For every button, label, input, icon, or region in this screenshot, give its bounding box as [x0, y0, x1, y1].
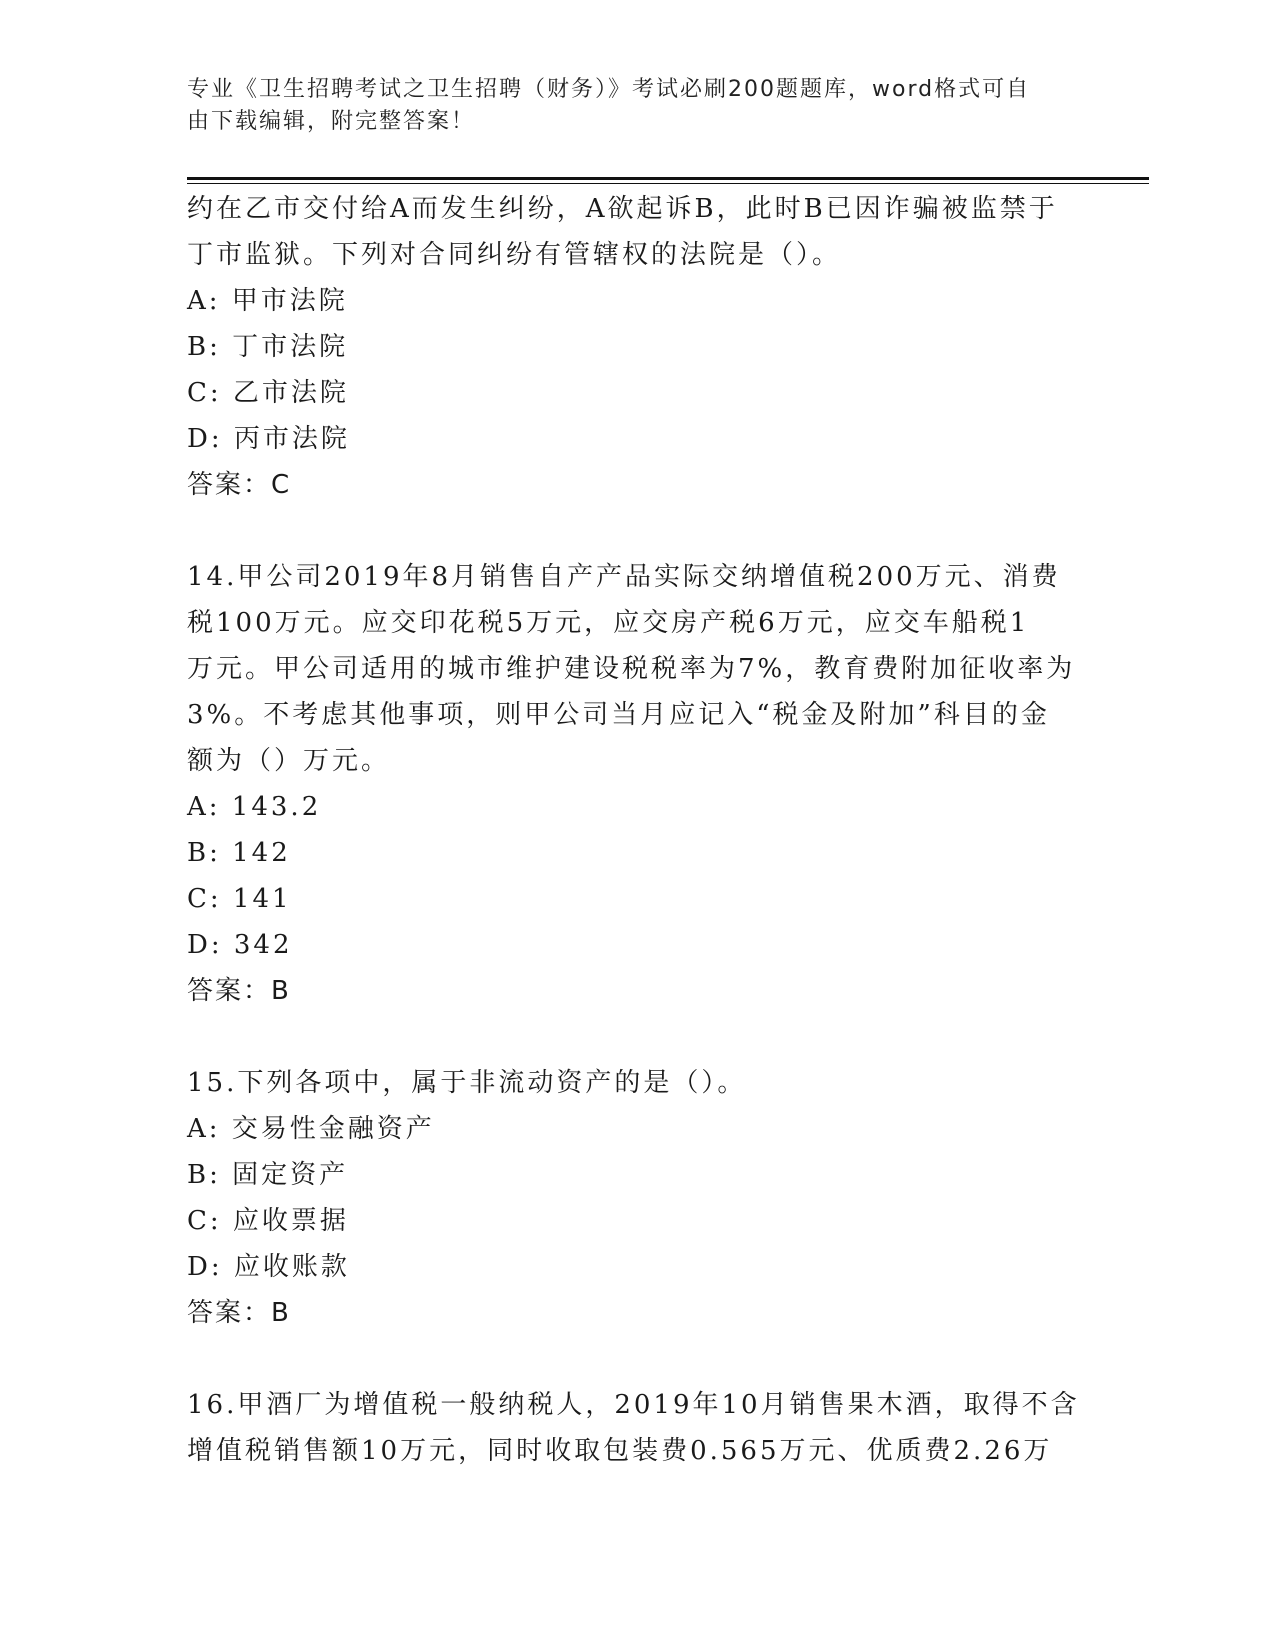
header-rule-thick: [187, 177, 1149, 180]
option-d: D: 342: [187, 930, 293, 960]
document-header: [187, 74, 1067, 138]
question-15: [187, 1060, 1087, 1336]
answer-text: 答案：C: [187, 470, 292, 500]
question-text-line: 16.甲酒厂为增值税一般纳税人，2019年10月销售果木酒，取得不含: [187, 1390, 1080, 1420]
answer-text: 答案：B: [187, 1298, 291, 1328]
option-a: A: 143.2: [187, 792, 322, 822]
option-d: D: 丙市法院: [187, 424, 350, 454]
question-13: [187, 186, 1087, 508]
question-text-line: 税100万元。应交印花税5万元，应交房产税6万元，应交车船税1: [187, 608, 1030, 638]
question-text-line: 万元。甲公司适用的城市维护建设税税率为7%，教育费附加征收率为: [187, 654, 1076, 684]
question-14: [187, 554, 1087, 1014]
answer-text: 答案：B: [187, 976, 291, 1006]
question-text-line: 额为（）万元。: [187, 746, 391, 776]
option-a: A: 甲市法院: [187, 286, 348, 316]
question-text-line: 约在乙市交付给A而发生纠纷，A欲起诉B，此时B已因诈骗被监禁于: [187, 194, 1058, 224]
question-text-line: 3%。不考虑其他事项，则甲公司当月应记入“税金及附加”科目的金: [187, 700, 1050, 730]
question-text-line: 15.下列各项中，属于非流动资产的是（）。: [187, 1068, 747, 1098]
header-line-1: 专业《卫生招聘考试之卫生招聘（财务）》考试必刷200题题库，word格式可自: [187, 77, 1031, 102]
option-b: B: 丁市法院: [187, 332, 349, 362]
question-16: [187, 1382, 1087, 1474]
option-a: A: 交易性金融资产: [187, 1114, 435, 1144]
question-text-line: 增值税销售额10万元，同时收取包装费0.565万元、优质费2.26万: [187, 1436, 1053, 1466]
header-line-2: 由下载编辑，附完整答案！: [187, 109, 476, 134]
option-c: C: 应收票据: [187, 1206, 349, 1236]
question-text-line: 14.甲公司2019年8月销售自产产品实际交纳增值税200万元、消费: [187, 562, 1061, 592]
option-b: B: 固定资产: [187, 1160, 349, 1190]
spacer: [187, 508, 1087, 554]
header-rule-thin: [187, 183, 1149, 184]
option-c: C: 141: [187, 884, 292, 914]
option-d: D: 应收账款: [187, 1252, 350, 1282]
document-body: [187, 186, 1087, 1474]
option-c: C: 乙市法院: [187, 378, 349, 408]
question-text-line: 丁市监狱。下列对合同纠纷有管辖权的法院是（）。: [187, 240, 842, 270]
spacer: [187, 1014, 1087, 1060]
spacer: [187, 1336, 1087, 1382]
option-b: B: 142: [187, 838, 291, 868]
